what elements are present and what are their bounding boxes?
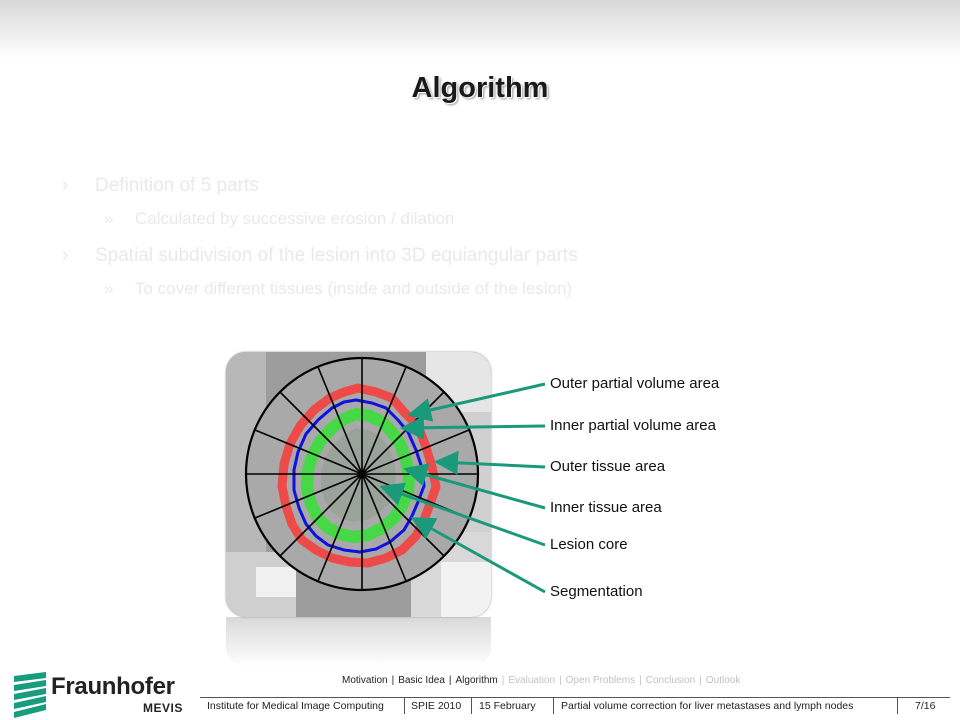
logo-sub: MEVIS xyxy=(143,701,183,715)
nav-outlook[interactable]: Outlook xyxy=(705,675,741,686)
footer-date: 15 February xyxy=(479,700,536,712)
nav-sep: | xyxy=(501,675,505,686)
label-inner-pv: Inner partial volume area xyxy=(550,417,716,434)
footer-bar xyxy=(200,697,950,716)
arrow-outer-pv xyxy=(413,384,545,414)
footer-conference: SPIE 2010 xyxy=(411,700,462,712)
slide-title: Algorithm xyxy=(411,72,549,104)
label-outer-tissue: Outer tissue area xyxy=(550,458,666,475)
footer-institute: Institute for Medical Image Computing xyxy=(207,700,384,712)
label-inner-tissue: Inner tissue area xyxy=(550,499,662,516)
label-outer-pv: Outer partial volume area xyxy=(550,375,720,392)
sub-bullet-1-text: Calculated by successive erosion / dilation xyxy=(135,209,455,228)
nav-evaluation[interactable]: Evaluation xyxy=(508,675,556,686)
footer-page-number: 7/16 xyxy=(915,700,936,712)
section-nav xyxy=(342,675,740,686)
nav-motivation[interactable]: Motivation xyxy=(342,675,388,686)
arrow-segmentation xyxy=(416,520,545,592)
arrow-outer-tissue xyxy=(440,462,545,467)
nav-sep: | xyxy=(448,675,452,686)
nav-sep: | xyxy=(639,675,642,686)
nav-sep: | xyxy=(699,675,702,686)
sub-bullet-marker: » xyxy=(104,209,114,228)
bullet-marker: › xyxy=(62,175,69,196)
nav-sep: | xyxy=(559,675,562,686)
nav-conclusion[interactable]: Conclusion xyxy=(645,675,696,686)
bullet-2-text: Spatial subdivision of the lesion into 3D equiangular parts xyxy=(95,245,578,266)
sub-bullet-marker: » xyxy=(104,279,114,298)
bullet-marker: › xyxy=(62,245,69,266)
footer-talk-title: Partial volume correction for liver metastases and lymph nodes xyxy=(561,700,854,712)
nav-basic-idea[interactable]: Basic Idea xyxy=(398,675,445,686)
label-segmentation: Segmentation xyxy=(550,583,643,600)
nav-sep: | xyxy=(391,675,395,686)
nav-algorithm[interactable]: Algorithm xyxy=(455,675,498,686)
logo-name: Fraunhofer xyxy=(51,673,175,700)
label-lesion-core: Lesion core xyxy=(550,536,628,553)
bullet-1-text: Definition of 5 parts xyxy=(95,175,259,196)
arrow-lesion-core xyxy=(385,488,545,545)
arrow-inner-pv xyxy=(406,426,545,428)
nav-open-problems[interactable]: Open Problems xyxy=(565,675,636,686)
sub-bullet-2-text: To cover different tissues (inside and outside of the lesion) xyxy=(135,279,573,298)
